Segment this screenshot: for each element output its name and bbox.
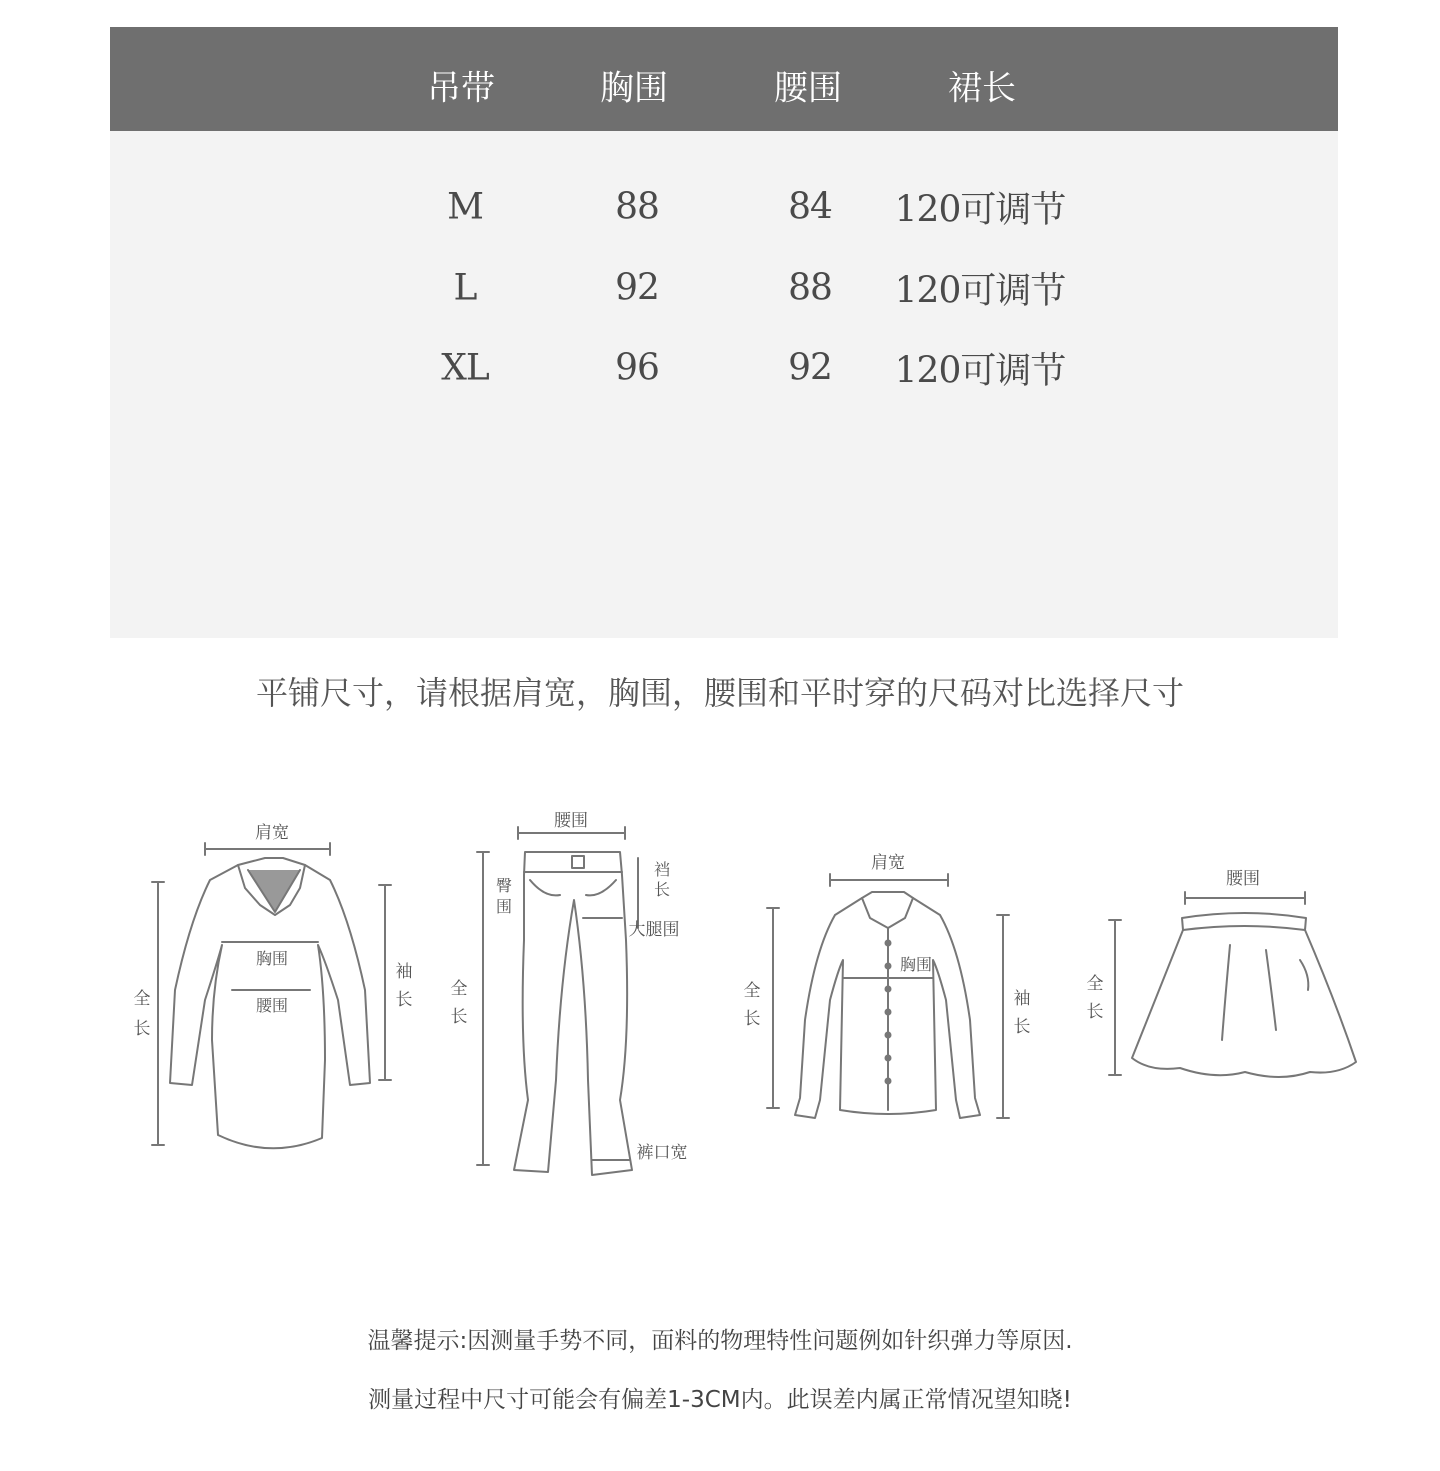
measurement-diagrams (0, 790, 1440, 1210)
cell-size: M (447, 186, 483, 228)
shirt-sleeve-label-2: 长 (1013, 1017, 1031, 1037)
header-waist: 腰围 (774, 68, 842, 109)
dress-chest-label: 胸围 (255, 949, 289, 968)
skirt-waistband-icon (1182, 913, 1306, 930)
tip-line-1: 温馨提示:因测量手势不同，面料的物理特性问题例如针织弹力等原因. (367, 1328, 1073, 1354)
dress-waist-label: 腰围 (255, 996, 289, 1015)
pants-length-label-1: 全 (450, 979, 468, 999)
skirt-length-label-1: 全 (1086, 974, 1104, 994)
size-table-header (110, 27, 1338, 131)
skirt-waist-label: 腰围 (1226, 869, 1260, 889)
header-strap: 吊带 (427, 68, 495, 109)
pants-thigh-label: 大腿围 (628, 920, 680, 940)
dress-sleeve-label-2: 长 (395, 990, 413, 1010)
dress-sleeve-label-1: 袖 (395, 962, 413, 982)
cell-length: 120可调节 (894, 189, 1066, 231)
skirt-outline-icon (1132, 930, 1356, 1077)
dress-neck-shading (248, 870, 300, 912)
cell-chest: 92 (615, 267, 659, 309)
size-table-body (110, 131, 1338, 638)
cell-waist: 88 (788, 267, 832, 309)
pants-hip-label-1: 臀 (495, 876, 513, 895)
shirt-collar-icon (862, 892, 913, 928)
cell-waist: 84 (788, 186, 832, 228)
tip-line-2: 测量过程中尺寸可能会有偏差1-3CM内。此误差内属正常情况望知晓! (368, 1387, 1072, 1413)
dress-length-label-1: 全 (133, 989, 151, 1009)
header-chest: 胸围 (600, 68, 668, 109)
shirt-diagram (744, 853, 1031, 1118)
shirt-length-label-2: 长 (743, 1009, 761, 1029)
pants-hem-label: 裤口宽 (636, 1143, 688, 1163)
skirt-diagram (1087, 869, 1357, 1077)
dress-diagram (134, 823, 413, 1148)
cell-size: L (453, 267, 477, 309)
shirt-sleeve-label-1: 袖 (1013, 989, 1031, 1009)
pants-length-label-2: 长 (450, 1007, 468, 1027)
dress-length-label-2: 长 (133, 1019, 151, 1039)
cell-length: 120可调节 (894, 270, 1066, 312)
shirt-length-label-1: 全 (743, 981, 761, 1001)
pants-waist-label: 腰围 (554, 811, 588, 831)
cell-waist: 92 (788, 347, 832, 389)
measurement-note: 平铺尺寸，请根据肩宽，胸围，腰围和平时穿的尺码对比选择尺寸 (255, 674, 1184, 712)
pants-rise-label-1: 裆 (653, 860, 671, 879)
skirt-length-label-2: 长 (1086, 1002, 1104, 1022)
header-skirt-length: 裙长 (948, 68, 1016, 109)
pants-diagram (451, 811, 688, 1175)
cell-chest: 96 (615, 347, 659, 389)
cell-size: XL (441, 347, 489, 389)
shirt-shoulder-label: 肩宽 (871, 853, 905, 873)
cell-chest: 88 (615, 186, 659, 228)
pants-rise-label-2: 长 (653, 880, 671, 899)
cell-length: 120可调节 (894, 350, 1066, 392)
pants-hip-label-2: 围 (495, 897, 513, 916)
shirt-chest-label: 胸围 (899, 955, 933, 974)
pants-outline-icon (514, 852, 632, 1175)
dress-shoulder-label: 肩宽 (255, 823, 289, 843)
